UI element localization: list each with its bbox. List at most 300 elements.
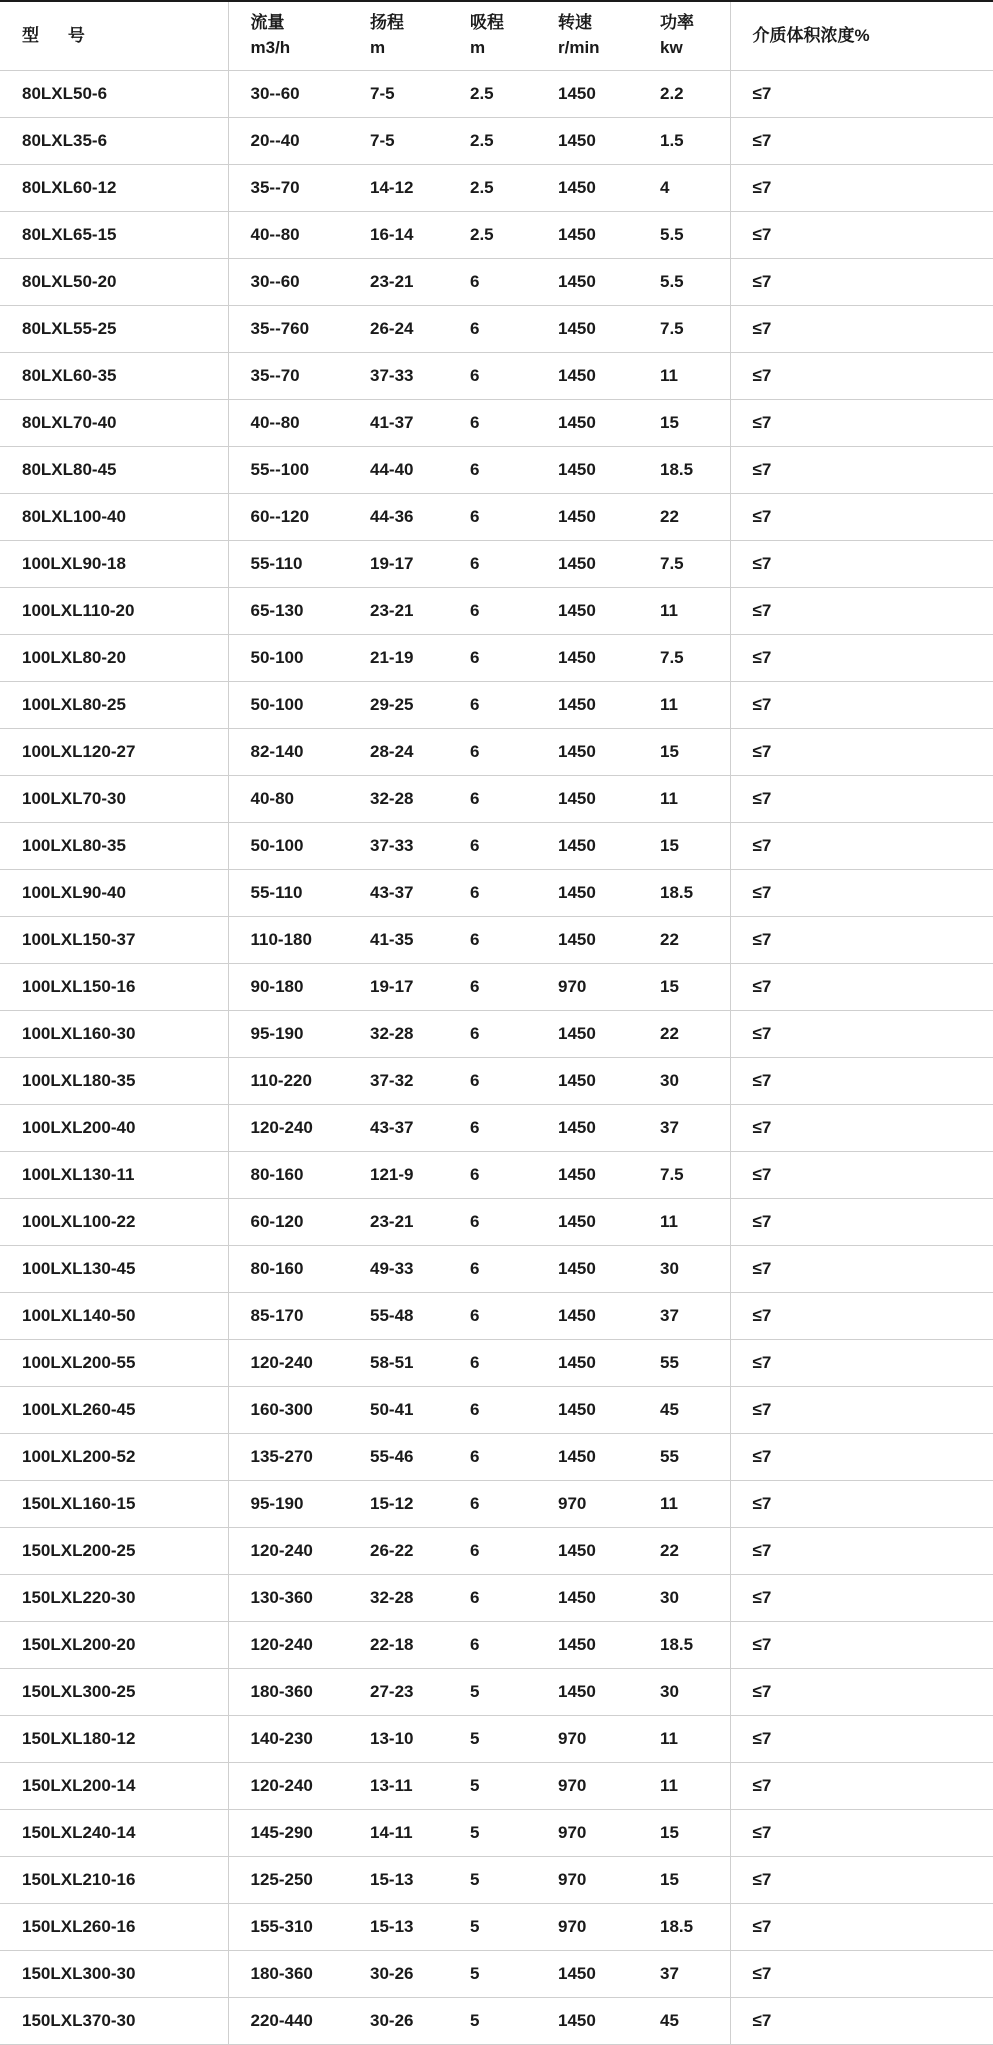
cell-value: 30-26: [348, 1951, 448, 1998]
cell-value: 15: [638, 823, 730, 870]
column-header-1: [228, 1, 348, 71]
cell-value: 22: [638, 1528, 730, 1575]
cell-value: 6: [448, 1481, 536, 1528]
cell-model: 80LXL55-25: [0, 306, 228, 353]
cell-value: ≤7: [730, 1293, 993, 1340]
table-header-row: [0, 1, 993, 71]
cell-value: 1450: [536, 1387, 638, 1434]
cell-value: 55-48: [348, 1293, 448, 1340]
column-header-unit: kw: [660, 36, 730, 61]
cell-value: 220-440: [228, 1998, 348, 2045]
cell-value: 6: [448, 635, 536, 682]
cell-value: ≤7: [730, 447, 993, 494]
cell-value: ≤7: [730, 1152, 993, 1199]
cell-model: 100LXL100-22: [0, 1199, 228, 1246]
cell-value: 1450: [536, 1622, 638, 1669]
table-row: [0, 1152, 993, 1199]
cell-value: 970: [536, 1810, 638, 1857]
cell-value: 6: [448, 1528, 536, 1575]
table-row: [0, 1340, 993, 1387]
cell-value: ≤7: [730, 212, 993, 259]
cell-value: 1450: [536, 306, 638, 353]
cell-value: 6: [448, 1011, 536, 1058]
cell-value: 120-240: [228, 1340, 348, 1387]
cell-model: 100LXL80-25: [0, 682, 228, 729]
cell-value: ≤7: [730, 1622, 993, 1669]
table-row: [0, 1951, 993, 1998]
cell-value: 11: [638, 1199, 730, 1246]
cell-value: 6: [448, 1058, 536, 1105]
table-row: [0, 1481, 993, 1528]
cell-value: 37-33: [348, 353, 448, 400]
cell-value: 14-12: [348, 165, 448, 212]
cell-value: 23-21: [348, 259, 448, 306]
cell-value: 1450: [536, 212, 638, 259]
cell-model: 100LXL80-35: [0, 823, 228, 870]
cell-value: 23-21: [348, 1199, 448, 1246]
column-header-0: [0, 1, 228, 71]
cell-model: 150LXL370-30: [0, 1998, 228, 2045]
cell-value: 40--80: [228, 400, 348, 447]
cell-value: 30: [638, 1058, 730, 1105]
cell-value: 11: [638, 1716, 730, 1763]
cell-value: 19-17: [348, 541, 448, 588]
cell-value: 1450: [536, 1199, 638, 1246]
cell-value: 65-130: [228, 588, 348, 635]
cell-value: 95-190: [228, 1011, 348, 1058]
cell-value: 45: [638, 1998, 730, 2045]
cell-model: 150LXL200-25: [0, 1528, 228, 1575]
cell-value: 60-120: [228, 1199, 348, 1246]
cell-value: 6: [448, 259, 536, 306]
cell-value: 5: [448, 1716, 536, 1763]
cell-value: 1450: [536, 353, 638, 400]
cell-value: 160-300: [228, 1387, 348, 1434]
cell-value: 1450: [536, 682, 638, 729]
cell-model: 150LXL180-12: [0, 1716, 228, 1763]
table-row: [0, 400, 993, 447]
cell-value: 55--100: [228, 447, 348, 494]
cell-value: ≤7: [730, 1199, 993, 1246]
cell-value: 130-360: [228, 1575, 348, 1622]
table-row: [0, 1528, 993, 1575]
cell-value: 6: [448, 1575, 536, 1622]
cell-value: 11: [638, 353, 730, 400]
cell-value: ≤7: [730, 1575, 993, 1622]
table-row: [0, 1998, 993, 2045]
cell-value: 6: [448, 541, 536, 588]
cell-model: 100LXL80-20: [0, 635, 228, 682]
cell-value: 2.5: [448, 118, 536, 165]
cell-value: ≤7: [730, 118, 993, 165]
cell-value: 5: [448, 1857, 536, 1904]
table-row: [0, 823, 993, 870]
cell-value: 6: [448, 964, 536, 1011]
cell-value: 45: [638, 1387, 730, 1434]
cell-value: 40-80: [228, 776, 348, 823]
cell-model: 100LXL130-45: [0, 1246, 228, 1293]
cell-value: ≤7: [730, 1528, 993, 1575]
cell-value: 32-28: [348, 1575, 448, 1622]
column-header-title: 吸程: [470, 11, 536, 36]
cell-value: 1450: [536, 259, 638, 306]
cell-value: 40--80: [228, 212, 348, 259]
cell-value: 55: [638, 1434, 730, 1481]
cell-model: 80LXL50-6: [0, 71, 228, 118]
cell-value: 6: [448, 682, 536, 729]
cell-value: 15: [638, 729, 730, 776]
cell-value: 5: [448, 1763, 536, 1810]
cell-value: 15-13: [348, 1904, 448, 1951]
cell-value: ≤7: [730, 1904, 993, 1951]
cell-value: 7.5: [638, 541, 730, 588]
cell-value: 121-9: [348, 1152, 448, 1199]
cell-value: ≤7: [730, 1387, 993, 1434]
cell-value: 18.5: [638, 1622, 730, 1669]
cell-value: 5: [448, 1904, 536, 1951]
cell-value: ≤7: [730, 494, 993, 541]
table-row: [0, 1105, 993, 1152]
table-row: [0, 1763, 993, 1810]
cell-value: 2.5: [448, 71, 536, 118]
cell-value: ≤7: [730, 1481, 993, 1528]
cell-value: 37: [638, 1293, 730, 1340]
table-row: [0, 1622, 993, 1669]
cell-value: ≤7: [730, 1763, 993, 1810]
cell-value: 2.2: [638, 71, 730, 118]
cell-value: 6: [448, 1340, 536, 1387]
cell-value: 1450: [536, 729, 638, 776]
cell-model: 80LXL65-15: [0, 212, 228, 259]
cell-value: 11: [638, 682, 730, 729]
cell-value: 120-240: [228, 1105, 348, 1152]
cell-value: ≤7: [730, 400, 993, 447]
cell-value: 32-28: [348, 1011, 448, 1058]
cell-value: 6: [448, 1246, 536, 1293]
cell-value: 37: [638, 1105, 730, 1152]
cell-value: 5: [448, 1810, 536, 1857]
cell-value: 20--40: [228, 118, 348, 165]
cell-value: 15-13: [348, 1857, 448, 1904]
cell-value: ≤7: [730, 1246, 993, 1293]
cell-value: 1450: [536, 1998, 638, 2045]
table-row: [0, 259, 993, 306]
cell-model: 100LXL110-20: [0, 588, 228, 635]
cell-value: 85-170: [228, 1293, 348, 1340]
cell-value: 55-110: [228, 870, 348, 917]
cell-value: 30--60: [228, 71, 348, 118]
cell-value: 5: [448, 1951, 536, 1998]
column-header-title: 功率: [660, 11, 730, 36]
cell-value: 37: [638, 1951, 730, 1998]
cell-value: 49-33: [348, 1246, 448, 1293]
table-row: [0, 1575, 993, 1622]
cell-value: 970: [536, 1857, 638, 1904]
cell-value: 2.5: [448, 165, 536, 212]
column-header-unit: m: [470, 36, 536, 61]
column-header-6: [730, 1, 993, 71]
cell-value: 1450: [536, 1340, 638, 1387]
cell-value: 22: [638, 1011, 730, 1058]
cell-value: 110-180: [228, 917, 348, 964]
cell-value: 18.5: [638, 447, 730, 494]
table-row: [0, 71, 993, 118]
cell-model: 100LXL90-18: [0, 541, 228, 588]
column-header-5: [638, 1, 730, 71]
cell-value: 35--70: [228, 165, 348, 212]
cell-value: 11: [638, 1763, 730, 1810]
table-row: [0, 165, 993, 212]
cell-value: 50-100: [228, 635, 348, 682]
table-row: [0, 1293, 993, 1340]
cell-value: 30--60: [228, 259, 348, 306]
cell-value: ≤7: [730, 165, 993, 212]
cell-value: 15-12: [348, 1481, 448, 1528]
cell-value: 11: [638, 588, 730, 635]
cell-value: ≤7: [730, 776, 993, 823]
cell-model: 80LXL35-6: [0, 118, 228, 165]
cell-value: 13-10: [348, 1716, 448, 1763]
cell-value: 1450: [536, 118, 638, 165]
column-header-title: 型 号: [22, 24, 228, 49]
column-header-title: 介质体积浓度%: [753, 24, 993, 49]
table-row: [0, 306, 993, 353]
cell-value: 6: [448, 306, 536, 353]
cell-value: 41-37: [348, 400, 448, 447]
table-row: [0, 1669, 993, 1716]
cell-value: 970: [536, 1904, 638, 1951]
cell-value: 14-11: [348, 1810, 448, 1857]
table-row: [0, 1716, 993, 1763]
cell-value: 6: [448, 729, 536, 776]
cell-model: 100LXL260-45: [0, 1387, 228, 1434]
cell-value: 155-310: [228, 1904, 348, 1951]
cell-value: 50-100: [228, 682, 348, 729]
cell-value: 7-5: [348, 71, 448, 118]
cell-value: 6: [448, 917, 536, 964]
cell-model: 100LXL120-27: [0, 729, 228, 776]
cell-value: 970: [536, 1716, 638, 1763]
cell-value: 6: [448, 1434, 536, 1481]
cell-value: 11: [638, 776, 730, 823]
cell-value: 44-36: [348, 494, 448, 541]
table-row: [0, 964, 993, 1011]
cell-value: 15: [638, 400, 730, 447]
cell-value: 145-290: [228, 1810, 348, 1857]
cell-model: 100LXL150-16: [0, 964, 228, 1011]
cell-value: ≤7: [730, 1011, 993, 1058]
column-header-2: [348, 1, 448, 71]
cell-value: 6: [448, 776, 536, 823]
cell-value: 55-46: [348, 1434, 448, 1481]
cell-value: 1450: [536, 1951, 638, 1998]
cell-value: 19-17: [348, 964, 448, 1011]
cell-value: ≤7: [730, 1857, 993, 1904]
cell-value: 120-240: [228, 1622, 348, 1669]
table-row: [0, 118, 993, 165]
cell-value: ≤7: [730, 259, 993, 306]
cell-value: ≤7: [730, 1105, 993, 1152]
table-row: [0, 1199, 993, 1246]
table-row: [0, 494, 993, 541]
column-header-4: [536, 1, 638, 71]
cell-value: ≤7: [730, 964, 993, 1011]
column-header-unit: m3/h: [251, 36, 349, 61]
table-row: [0, 917, 993, 964]
cell-value: 125-250: [228, 1857, 348, 1904]
table-row: [0, 1857, 993, 1904]
cell-value: 180-360: [228, 1669, 348, 1716]
cell-value: 1450: [536, 165, 638, 212]
cell-value: 80-160: [228, 1246, 348, 1293]
cell-value: 44-40: [348, 447, 448, 494]
cell-value: 970: [536, 1763, 638, 1810]
cell-value: ≤7: [730, 1810, 993, 1857]
cell-value: 1450: [536, 1058, 638, 1105]
cell-value: 135-270: [228, 1434, 348, 1481]
cell-value: ≤7: [730, 1998, 993, 2045]
cell-model: 150LXL200-14: [0, 1763, 228, 1810]
cell-value: ≤7: [730, 1716, 993, 1763]
cell-value: 23-21: [348, 588, 448, 635]
cell-model: 150LXL260-16: [0, 1904, 228, 1951]
cell-value: 6: [448, 447, 536, 494]
cell-value: 27-23: [348, 1669, 448, 1716]
table-row: [0, 1011, 993, 1058]
cell-value: 15: [638, 964, 730, 1011]
cell-value: 5: [448, 1669, 536, 1716]
cell-value: 1450: [536, 1528, 638, 1575]
cell-value: 180-360: [228, 1951, 348, 1998]
column-header-unit: m: [370, 36, 448, 61]
cell-value: 82-140: [228, 729, 348, 776]
cell-value: 970: [536, 1481, 638, 1528]
cell-model: 100LXL160-30: [0, 1011, 228, 1058]
cell-model: 100LXL200-40: [0, 1105, 228, 1152]
table-row: [0, 1434, 993, 1481]
table-body: [0, 71, 993, 2045]
cell-value: 5.5: [638, 212, 730, 259]
cell-value: 43-37: [348, 870, 448, 917]
cell-value: 2.5: [448, 212, 536, 259]
cell-model: 80LXL100-40: [0, 494, 228, 541]
cell-value: 120-240: [228, 1528, 348, 1575]
cell-value: 1450: [536, 588, 638, 635]
cell-model: 100LXL180-35: [0, 1058, 228, 1105]
cell-value: 7.5: [638, 1152, 730, 1199]
cell-value: 30: [638, 1246, 730, 1293]
cell-model: 80LXL70-40: [0, 400, 228, 447]
cell-value: 35--760: [228, 306, 348, 353]
cell-value: 1450: [536, 635, 638, 682]
cell-value: 26-24: [348, 306, 448, 353]
cell-value: 120-240: [228, 1763, 348, 1810]
cell-value: 13-11: [348, 1763, 448, 1810]
table-row: [0, 1387, 993, 1434]
cell-value: 1450: [536, 776, 638, 823]
cell-value: 4: [638, 165, 730, 212]
cell-value: 7.5: [638, 306, 730, 353]
cell-model: 150LXL300-25: [0, 1669, 228, 1716]
cell-value: 1450: [536, 71, 638, 118]
table-row: [0, 588, 993, 635]
cell-value: 6: [448, 1293, 536, 1340]
column-header-unit: r/min: [558, 36, 638, 61]
cell-value: 37-32: [348, 1058, 448, 1105]
cell-model: 80LXL50-20: [0, 259, 228, 306]
cell-value: 1450: [536, 1293, 638, 1340]
cell-value: ≤7: [730, 71, 993, 118]
table-row: [0, 447, 993, 494]
cell-value: 18.5: [638, 870, 730, 917]
cell-value: ≤7: [730, 353, 993, 400]
cell-value: 1450: [536, 447, 638, 494]
cell-value: 11: [638, 1481, 730, 1528]
table-row: [0, 353, 993, 400]
cell-value: 1450: [536, 1669, 638, 1716]
table-row: [0, 870, 993, 917]
cell-value: 1450: [536, 400, 638, 447]
cell-model: 150LXL220-30: [0, 1575, 228, 1622]
table-row: [0, 682, 993, 729]
cell-value: 5: [448, 1998, 536, 2045]
cell-value: 41-35: [348, 917, 448, 964]
cell-model: 100LXL200-52: [0, 1434, 228, 1481]
cell-model: 150LXL300-30: [0, 1951, 228, 1998]
cell-model: 150LXL160-15: [0, 1481, 228, 1528]
cell-value: 22-18: [348, 1622, 448, 1669]
table-row: [0, 635, 993, 682]
cell-value: 30: [638, 1669, 730, 1716]
cell-value: 1450: [536, 870, 638, 917]
cell-model: 100LXL90-40: [0, 870, 228, 917]
cell-value: 55-110: [228, 541, 348, 588]
cell-value: 43-37: [348, 1105, 448, 1152]
cell-value: 16-14: [348, 212, 448, 259]
cell-value: 32-28: [348, 776, 448, 823]
cell-value: 1450: [536, 1575, 638, 1622]
cell-value: ≤7: [730, 1340, 993, 1387]
cell-value: 110-220: [228, 1058, 348, 1105]
cell-value: 90-180: [228, 964, 348, 1011]
cell-value: 30-26: [348, 1998, 448, 2045]
cell-value: ≤7: [730, 870, 993, 917]
cell-value: 37-33: [348, 823, 448, 870]
cell-value: 30: [638, 1575, 730, 1622]
cell-value: 15: [638, 1810, 730, 1857]
cell-value: ≤7: [730, 588, 993, 635]
table-row: [0, 541, 993, 588]
table-row: [0, 729, 993, 776]
cell-model: 100LXL150-37: [0, 917, 228, 964]
cell-value: 1.5: [638, 118, 730, 165]
cell-value: 6: [448, 588, 536, 635]
cell-value: 1450: [536, 1105, 638, 1152]
cell-value: 58-51: [348, 1340, 448, 1387]
table-row: [0, 1904, 993, 1951]
cell-value: 6: [448, 823, 536, 870]
column-header-3: [448, 1, 536, 71]
cell-model: 150LXL200-20: [0, 1622, 228, 1669]
cell-value: 55: [638, 1340, 730, 1387]
cell-value: ≤7: [730, 729, 993, 776]
cell-model: 100LXL200-55: [0, 1340, 228, 1387]
table-row: [0, 1810, 993, 1857]
cell-model: 80LXL60-12: [0, 165, 228, 212]
cell-value: 6: [448, 1105, 536, 1152]
cell-value: ≤7: [730, 541, 993, 588]
cell-value: 1450: [536, 1011, 638, 1058]
